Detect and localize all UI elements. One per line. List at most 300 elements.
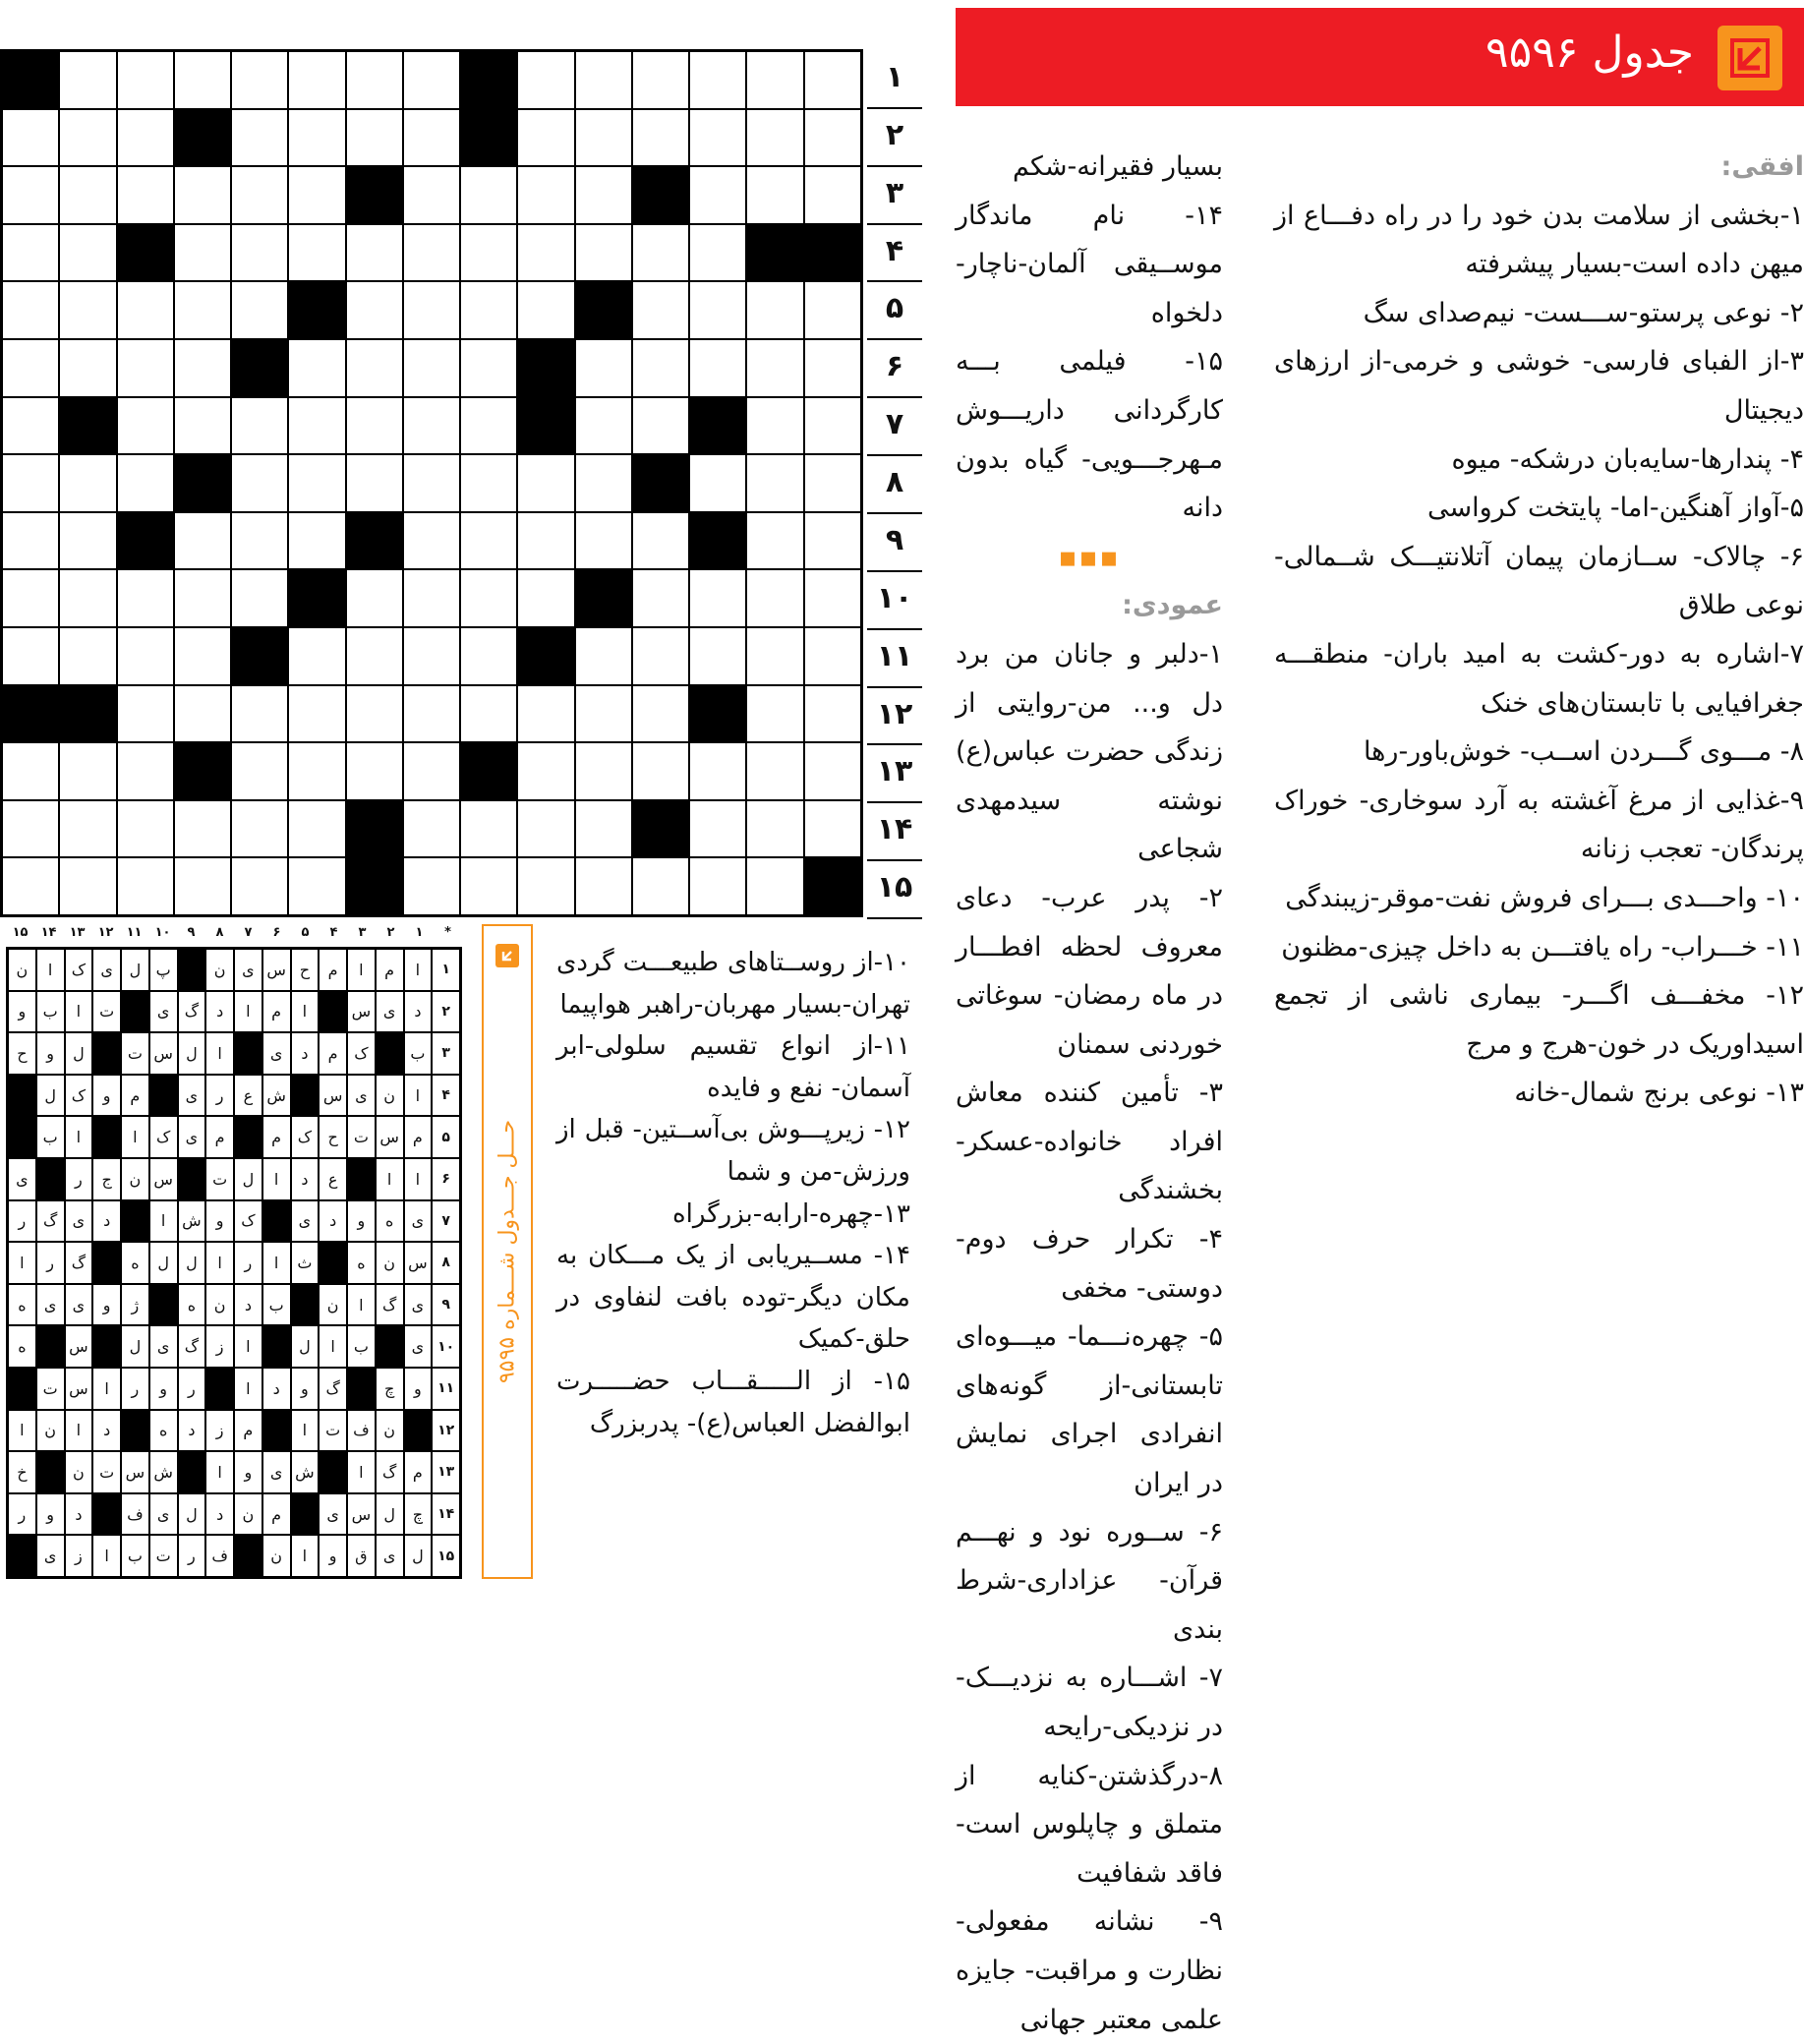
grid-cell[interactable] xyxy=(575,857,632,915)
grid-cell[interactable] xyxy=(517,742,574,800)
grid-cell[interactable] xyxy=(517,512,574,570)
solution-cell: ا xyxy=(205,1032,234,1075)
grid-cell[interactable] xyxy=(804,454,861,512)
grid-cell[interactable] xyxy=(575,339,632,397)
solution-cell: ن xyxy=(319,1284,347,1326)
solution-cell: م xyxy=(121,1075,149,1117)
row-number: ۵ xyxy=(867,280,922,340)
grid-cell[interactable] xyxy=(689,569,746,627)
grid-cell[interactable] xyxy=(746,800,803,858)
grid-cell[interactable] xyxy=(460,685,517,743)
grid-cell[interactable] xyxy=(231,224,288,282)
solution-cell: ت xyxy=(319,1410,347,1452)
grid-cell[interactable] xyxy=(746,281,803,339)
grid-cell[interactable] xyxy=(346,627,403,685)
solution-cell: ل xyxy=(149,1242,178,1284)
grid-cell[interactable] xyxy=(2,339,59,397)
grid-cell[interactable] xyxy=(517,857,574,915)
grid-cell[interactable] xyxy=(632,397,689,455)
solution-cell: ک xyxy=(234,1200,262,1243)
solution-cell: ی xyxy=(291,1200,320,1243)
grid-cell[interactable] xyxy=(288,166,345,224)
grid-cell[interactable] xyxy=(403,51,460,109)
grid-cell[interactable] xyxy=(288,512,345,570)
grid-cell[interactable] xyxy=(117,397,174,455)
solution-cell: م xyxy=(262,991,291,1033)
solution-cell: ا xyxy=(8,1242,36,1284)
solution-cell: ف xyxy=(205,1535,234,1577)
solution-cell: ی xyxy=(92,949,121,991)
grid-cell[interactable] xyxy=(804,569,861,627)
grid-cell[interactable] xyxy=(174,627,231,685)
clue-item: ۷- اشـــاره به نزدیـــک- در نزدیکی-رایحه xyxy=(956,1663,1223,1742)
grid-cell[interactable] xyxy=(575,166,632,224)
grid-cell[interactable] xyxy=(2,454,59,512)
grid-cell[interactable] xyxy=(460,857,517,915)
solution-black-cell xyxy=(149,1075,178,1117)
grid-cell[interactable] xyxy=(575,742,632,800)
grid-cell[interactable] xyxy=(288,454,345,512)
grid-cell[interactable] xyxy=(804,742,861,800)
grid-cell[interactable] xyxy=(117,454,174,512)
grid-cell[interactable] xyxy=(59,512,116,570)
row-number: ۱۰ xyxy=(867,570,922,630)
grid-cell[interactable] xyxy=(174,397,231,455)
grid-cell[interactable] xyxy=(632,857,689,915)
clue-item: ۲- پدر عرب- دعای معروف لحظه افطـــار در ماه رمضان- سوغاتی خوردنی سمنان xyxy=(956,882,1223,1060)
grid-cell[interactable] xyxy=(689,339,746,397)
grid-cell[interactable] xyxy=(517,800,574,858)
grid-cell[interactable] xyxy=(746,397,803,455)
grid-cell[interactable] xyxy=(460,454,517,512)
grid-cell[interactable] xyxy=(689,857,746,915)
grid-cell[interactable] xyxy=(403,627,460,685)
clue-item: ۴- پندارها-سایه‌بان درشکه- میوه xyxy=(1451,443,1804,475)
grid-cell[interactable] xyxy=(231,109,288,167)
solution-cell: ی xyxy=(178,1116,206,1158)
grid-cell[interactable] xyxy=(288,339,345,397)
grid-cell[interactable] xyxy=(575,512,632,570)
grid-cell[interactable] xyxy=(174,512,231,570)
solution-cell: ت xyxy=(92,991,121,1033)
grid-cell[interactable] xyxy=(403,800,460,858)
grid-cell[interactable] xyxy=(2,281,59,339)
grid-cell[interactable] xyxy=(117,339,174,397)
grid-cell[interactable] xyxy=(746,512,803,570)
grid-cell[interactable] xyxy=(403,281,460,339)
grid-cell[interactable] xyxy=(346,742,403,800)
solution-cell: ه xyxy=(8,1325,36,1368)
grid-cell[interactable] xyxy=(403,512,460,570)
solution-cell: س xyxy=(347,1493,376,1536)
grid-cell[interactable] xyxy=(231,742,288,800)
grid-cell[interactable] xyxy=(174,339,231,397)
solution-cell: ی xyxy=(376,991,404,1033)
grid-cell[interactable] xyxy=(689,454,746,512)
solution-black-cell xyxy=(178,1158,206,1200)
solution-cell: ا xyxy=(36,949,65,991)
grid-cell[interactable] xyxy=(575,224,632,282)
grid-cell[interactable] xyxy=(231,512,288,570)
grid-cell[interactable] xyxy=(231,281,288,339)
solution-cell: ی xyxy=(347,1075,376,1117)
solution-cell: م xyxy=(205,1116,234,1158)
grid-cell[interactable] xyxy=(231,166,288,224)
grid-cell[interactable] xyxy=(288,397,345,455)
grid-cell[interactable] xyxy=(174,569,231,627)
grid-cell[interactable] xyxy=(346,51,403,109)
crossword-logo-icon xyxy=(495,944,519,967)
solution-cell: س xyxy=(376,1116,404,1158)
grid-cell[interactable] xyxy=(346,224,403,282)
grid-cell[interactable] xyxy=(288,627,345,685)
solution-cell: ن xyxy=(262,1535,291,1577)
grid-cell[interactable] xyxy=(517,454,574,512)
solution-cell: م xyxy=(319,949,347,991)
grid-cell[interactable] xyxy=(632,627,689,685)
solution-cell: م xyxy=(404,1116,433,1158)
grid-cell[interactable] xyxy=(2,857,59,915)
grid-cell[interactable] xyxy=(517,685,574,743)
grid-cell[interactable] xyxy=(804,397,861,455)
solution-cell: ا xyxy=(92,1535,121,1577)
grid-cell[interactable] xyxy=(517,224,574,282)
grid-cell[interactable] xyxy=(288,742,345,800)
solution-cell: ا xyxy=(149,1200,178,1243)
grid-cell[interactable] xyxy=(804,339,861,397)
grid-cell[interactable] xyxy=(460,339,517,397)
solution-cell: ل xyxy=(65,1032,93,1075)
grid-cell[interactable] xyxy=(288,857,345,915)
grid-cell[interactable] xyxy=(689,800,746,858)
grid-cell[interactable] xyxy=(59,857,116,915)
grid-cell[interactable] xyxy=(746,339,803,397)
grid-cell[interactable] xyxy=(403,339,460,397)
grid-cell[interactable] xyxy=(403,454,460,512)
grid-cell[interactable] xyxy=(2,109,59,167)
grid-cell[interactable] xyxy=(575,685,632,743)
grid-cell[interactable] xyxy=(231,800,288,858)
grid-cell[interactable] xyxy=(517,109,574,167)
grid-cell[interactable] xyxy=(117,742,174,800)
grid-cell[interactable] xyxy=(746,857,803,915)
grid-cell[interactable] xyxy=(2,224,59,282)
solution-black-cell xyxy=(262,1325,291,1368)
solution-black-cell xyxy=(92,1032,121,1075)
grid-cell[interactable] xyxy=(746,742,803,800)
solution-cell: ی xyxy=(65,1284,93,1326)
grid-cell[interactable] xyxy=(575,51,632,109)
black-cell xyxy=(460,109,517,167)
grid-cell[interactable] xyxy=(517,569,574,627)
grid-cell[interactable] xyxy=(746,51,803,109)
solution-cell: ا xyxy=(291,991,320,1033)
grid-cell[interactable] xyxy=(59,51,116,109)
grid-cell[interactable] xyxy=(575,800,632,858)
grid-cell[interactable] xyxy=(288,224,345,282)
solution-cell: س xyxy=(149,1158,178,1200)
solution-cell: ز xyxy=(65,1535,93,1577)
grid-cell[interactable] xyxy=(174,800,231,858)
grid-cell[interactable] xyxy=(117,685,174,743)
grid-cell[interactable] xyxy=(117,281,174,339)
solution-black-cell xyxy=(121,991,149,1033)
grid-cell[interactable] xyxy=(174,166,231,224)
black-cell xyxy=(2,685,59,743)
grid-cell[interactable] xyxy=(346,281,403,339)
grid-cell[interactable] xyxy=(403,569,460,627)
grid-cell[interactable] xyxy=(403,685,460,743)
grid-cell[interactable] xyxy=(632,109,689,167)
clue-item: ۷-اشاره به دور-کشت به امید باران- منطقـــه جغرافیایی با تابستان‌های خنک xyxy=(1274,638,1804,719)
crossword-row-numbers xyxy=(867,49,922,917)
solution-cell: ه xyxy=(347,1242,376,1284)
grid-cell[interactable] xyxy=(288,800,345,858)
solution-cell: م xyxy=(262,1116,291,1158)
solution-cell: ر xyxy=(36,1242,65,1284)
grid-cell[interactable] xyxy=(575,627,632,685)
grid-cell[interactable] xyxy=(117,800,174,858)
grid-cell[interactable] xyxy=(59,281,116,339)
grid-cell[interactable] xyxy=(231,685,288,743)
grid-cell[interactable] xyxy=(231,569,288,627)
grid-cell[interactable] xyxy=(59,742,116,800)
grid-cell[interactable] xyxy=(117,51,174,109)
grid-cell[interactable] xyxy=(689,109,746,167)
grid-cell[interactable] xyxy=(746,627,803,685)
clue-item: ۸- مـــوی گـــردن اســب- خوش‌باور-رها xyxy=(1363,736,1804,768)
grid-cell[interactable] xyxy=(689,281,746,339)
row-number: ۴ xyxy=(867,223,922,283)
solution-col-number: ۱۱ xyxy=(126,925,143,940)
solution-cell: ی xyxy=(234,949,262,991)
grid-cell[interactable] xyxy=(59,627,116,685)
grid-cell[interactable] xyxy=(460,224,517,282)
grid-cell[interactable] xyxy=(174,685,231,743)
black-cell xyxy=(59,685,116,743)
grid-cell[interactable] xyxy=(2,397,59,455)
solution-cell: ت xyxy=(92,1451,121,1493)
grid-cell[interactable] xyxy=(346,339,403,397)
grid-cell[interactable] xyxy=(517,51,574,109)
grid-cell[interactable] xyxy=(804,166,861,224)
grid-cell[interactable] xyxy=(59,569,116,627)
solution-cell: خ xyxy=(8,1451,36,1493)
grid-cell[interactable] xyxy=(689,224,746,282)
grid-cell[interactable] xyxy=(804,512,861,570)
grid-cell[interactable] xyxy=(689,166,746,224)
grid-cell[interactable] xyxy=(59,166,116,224)
grid-cell[interactable] xyxy=(403,857,460,915)
clue-item: ۸-درگذشتن-کنایه از متملق و چاپلوس است-فاقد شفافیت xyxy=(956,1760,1223,1889)
grid-cell[interactable] xyxy=(804,627,861,685)
grid-cell[interactable] xyxy=(517,166,574,224)
grid-cell[interactable] xyxy=(804,109,861,167)
solution-cell: د xyxy=(205,991,234,1033)
grid-cell[interactable] xyxy=(117,109,174,167)
grid-cell[interactable] xyxy=(689,742,746,800)
solution-cell: ا xyxy=(291,1410,320,1452)
solution-black-cell xyxy=(291,1493,320,1536)
solution-black-cell xyxy=(319,991,347,1033)
grid-cell[interactable] xyxy=(231,857,288,915)
grid-cell[interactable] xyxy=(346,685,403,743)
solution-cell: گ xyxy=(178,991,206,1033)
solution-label-box xyxy=(482,924,533,1579)
solution-cell: و xyxy=(149,1368,178,1410)
clue-item: ۱۵- فیلمی بـــه کارگردانی داریـــوش مـهرجـــویی- گیاه بدون دانه xyxy=(956,346,1223,524)
solution-black-cell xyxy=(149,1284,178,1326)
grid-cell[interactable] xyxy=(59,109,116,167)
solution-row-number: ۱۵ xyxy=(432,1535,460,1577)
solution-cell: ی xyxy=(8,1158,36,1200)
grid-cell[interactable] xyxy=(632,569,689,627)
grid-cell[interactable] xyxy=(632,339,689,397)
grid-cell[interactable] xyxy=(346,454,403,512)
grid-cell[interactable] xyxy=(746,109,803,167)
grid-cell[interactable] xyxy=(460,512,517,570)
grid-cell[interactable] xyxy=(460,627,517,685)
grid-cell[interactable] xyxy=(346,109,403,167)
solution-black-cell xyxy=(291,1284,320,1326)
grid-cell[interactable] xyxy=(403,742,460,800)
grid-cell[interactable] xyxy=(174,281,231,339)
grid-cell[interactable] xyxy=(632,51,689,109)
grid-cell[interactable] xyxy=(117,857,174,915)
grid-cell[interactable] xyxy=(231,397,288,455)
solution-cell: ک xyxy=(65,1075,93,1117)
solution-cell: م xyxy=(404,1451,433,1493)
grid-cell[interactable] xyxy=(632,742,689,800)
grid-cell[interactable] xyxy=(346,397,403,455)
black-cell xyxy=(231,627,288,685)
grid-cell[interactable] xyxy=(231,454,288,512)
grid-cell[interactable] xyxy=(746,454,803,512)
solution-cell: ر xyxy=(178,1368,206,1410)
grid-cell[interactable] xyxy=(59,339,116,397)
row-number: ۱۴ xyxy=(867,801,922,861)
grid-cell[interactable] xyxy=(174,51,231,109)
grid-cell[interactable] xyxy=(689,51,746,109)
grid-cell[interactable] xyxy=(403,109,460,167)
grid-cell[interactable] xyxy=(2,512,59,570)
grid-cell[interactable] xyxy=(804,281,861,339)
grid-cell[interactable] xyxy=(746,569,803,627)
grid-cell[interactable] xyxy=(403,224,460,282)
solution-col-number: ۳ xyxy=(358,925,367,940)
solution-row-number: ۳ xyxy=(432,1032,460,1075)
solution-cell: د xyxy=(205,1493,234,1536)
solution-cell: ن xyxy=(36,1410,65,1452)
grid-cell[interactable] xyxy=(746,166,803,224)
solution-cell: ی xyxy=(178,1075,206,1117)
grid-cell[interactable] xyxy=(174,224,231,282)
grid-cell[interactable] xyxy=(632,281,689,339)
grid-cell[interactable] xyxy=(2,742,59,800)
solution-cell: و xyxy=(291,1368,320,1410)
grid-cell[interactable] xyxy=(2,627,59,685)
solution-cell: چ xyxy=(404,1493,433,1536)
solution-cell: گ xyxy=(65,1242,93,1284)
solution-cell: ث xyxy=(291,1242,320,1284)
grid-cell[interactable] xyxy=(575,109,632,167)
grid-cell[interactable] xyxy=(804,51,861,109)
solution-cell: س xyxy=(65,1368,93,1410)
solution-black-cell xyxy=(121,1200,149,1243)
grid-cell[interactable] xyxy=(632,224,689,282)
solution-col-number: ۶ xyxy=(272,925,281,940)
grid-cell[interactable] xyxy=(288,51,345,109)
grid-cell[interactable] xyxy=(288,685,345,743)
solution-cell: ن xyxy=(205,949,234,991)
solution-row-number: ۶ xyxy=(432,1158,460,1200)
grid-cell[interactable] xyxy=(460,800,517,858)
grid-cell[interactable] xyxy=(804,685,861,743)
row-number: ۸ xyxy=(867,454,922,514)
grid-cell[interactable] xyxy=(346,569,403,627)
grid-cell[interactable] xyxy=(59,454,116,512)
grid-cell[interactable] xyxy=(288,109,345,167)
black-cell xyxy=(517,397,574,455)
solution-cell: ک xyxy=(347,1032,376,1075)
grid-cell[interactable] xyxy=(689,627,746,685)
solution-cell: ا xyxy=(262,1158,291,1200)
grid-cell[interactable] xyxy=(59,800,116,858)
grid-cell[interactable] xyxy=(575,397,632,455)
puzzle-header xyxy=(956,8,1804,106)
grid-cell[interactable] xyxy=(460,397,517,455)
grid-cell[interactable] xyxy=(2,569,59,627)
grid-cell[interactable] xyxy=(746,685,803,743)
solution-cell: ب xyxy=(347,1325,376,1368)
solution-col-number: ۵ xyxy=(301,925,310,940)
grid-cell[interactable] xyxy=(59,224,116,282)
grid-cell[interactable] xyxy=(2,800,59,858)
solution-cell: س xyxy=(121,1451,149,1493)
solution-row-number: ۵ xyxy=(432,1116,460,1158)
grid-cell[interactable] xyxy=(460,569,517,627)
solution-cell: ه xyxy=(121,1242,149,1284)
grid-cell[interactable] xyxy=(117,569,174,627)
black-cell xyxy=(689,685,746,743)
grid-cell[interactable] xyxy=(575,454,632,512)
grid-cell[interactable] xyxy=(804,800,861,858)
black-cell xyxy=(288,281,345,339)
grid-cell[interactable] xyxy=(174,857,231,915)
solution-cell: م xyxy=(376,949,404,991)
grid-cell[interactable] xyxy=(2,166,59,224)
solution-cell: ق xyxy=(347,1535,376,1577)
grid-cell[interactable] xyxy=(231,51,288,109)
solution-cell: چ xyxy=(376,1368,404,1410)
solution-col-number: ۱۴ xyxy=(40,925,57,940)
solution-black-cell xyxy=(8,1075,36,1117)
grid-cell[interactable] xyxy=(460,166,517,224)
solution-cell: ا xyxy=(65,1410,93,1452)
solution-cell: ف xyxy=(347,1410,376,1452)
grid-cell[interactable] xyxy=(632,685,689,743)
grid-cell[interactable] xyxy=(403,166,460,224)
clue-item: ۱۵- از الـــــقـــاب حضـــــرت ابوالفضل العباس(ع)- پدربزرگ xyxy=(556,1366,910,1438)
grid-cell[interactable] xyxy=(117,627,174,685)
grid-cell[interactable] xyxy=(460,281,517,339)
grid-cell[interactable] xyxy=(632,512,689,570)
solution-cell: ا xyxy=(404,949,433,991)
solution-cell: ا xyxy=(376,1158,404,1200)
grid-cell[interactable] xyxy=(517,281,574,339)
grid-cell[interactable] xyxy=(117,166,174,224)
grid-cell[interactable] xyxy=(403,397,460,455)
